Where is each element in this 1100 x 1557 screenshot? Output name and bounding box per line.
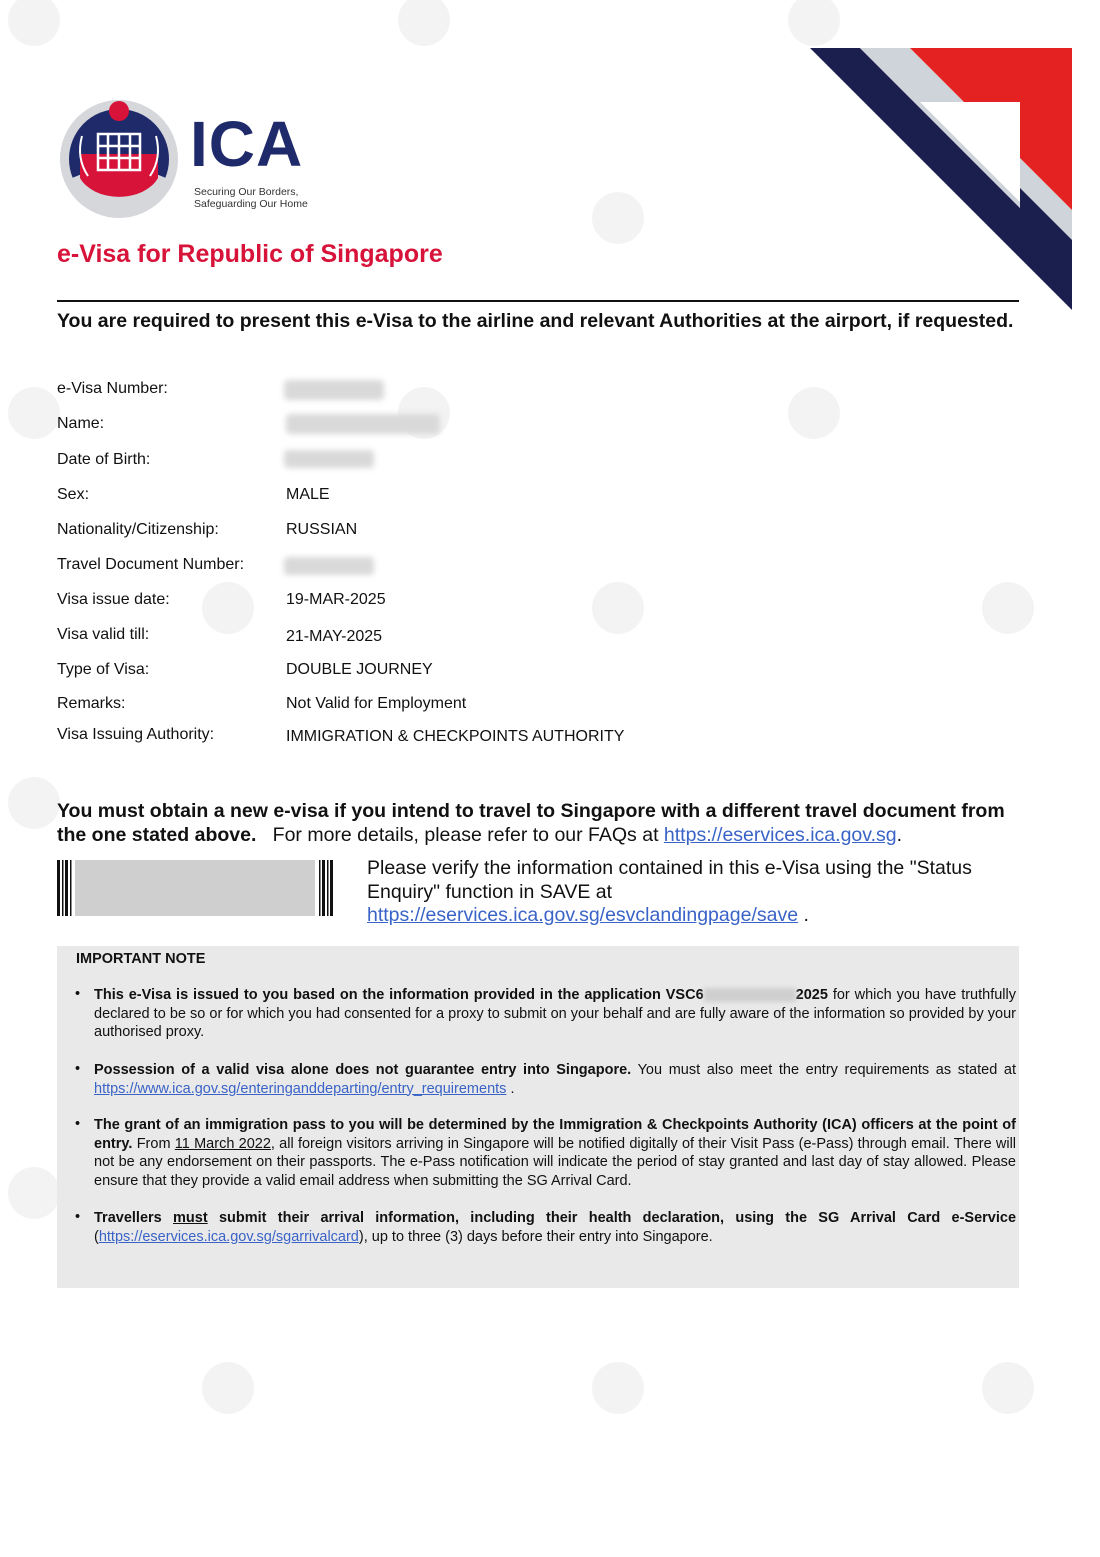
- note-item-2: [94, 1061, 1016, 1098]
- faq-text: For more details, please refer to our FAQs at: [272, 824, 659, 846]
- watermark-icon: [786, 385, 842, 441]
- issuing-authority-label: Visa Issuing Authority:: [57, 726, 215, 743]
- note-item-1-bold: This e-Visa is issued to you based on the information provided in the application VSC6: [94, 987, 704, 1003]
- faq-link[interactable]: https://eservices.ica.gov.sg: [663, 824, 897, 846]
- note-item-1-text: for which you have truthfully declared to be so or for which you had consented for a proxy to submit on your behalf and are fully aware of the information so provided by your authorised proxy.: [94, 987, 1016, 1040]
- visa-type-value: DOUBLE JOURNEY: [286, 661, 433, 678]
- new-evisa-notice: [57, 799, 1032, 847]
- important-note-heading: IMPORTANT NOTE: [76, 951, 206, 967]
- watermark-icon: [786, 0, 842, 48]
- entry-requirements-link[interactable]: https://www.ica.gov.sg/enteringanddeparting/entry_requirements: [94, 1080, 507, 1097]
- bullet-4: •: [75, 1209, 81, 1225]
- name-label: Name:: [57, 415, 105, 432]
- nationality-value: RUSSIAN: [286, 521, 358, 538]
- note-item-2-text: You must also meet the entry requirements as stated at: [637, 1062, 1016, 1078]
- present-notice: You are required to present this e-Visa to the airline and relevant Authorities at the airport, if requested.: [57, 310, 1014, 332]
- watermark-icon: [6, 775, 62, 831]
- watermark-icon: [6, 0, 62, 48]
- dob-label: Date of Birth:: [57, 451, 151, 468]
- logo-tagline: [194, 186, 308, 210]
- note-item-2-end: .: [510, 1080, 515, 1097]
- note-item-4: [94, 1209, 1016, 1246]
- watermark-icon: [980, 580, 1036, 636]
- title-divider: [57, 300, 1019, 302]
- note-item-2-bold: Possession of a valid visa alone does not guarantee entry into Singapore.: [94, 1062, 632, 1078]
- sg-arrival-card-link[interactable]: https://eservices.ica.gov.sg/sgarrivalcard: [98, 1228, 359, 1245]
- remarks-value: Not Valid for Employment: [286, 695, 467, 712]
- note-item-3-date: 11 March 2022: [174, 1135, 271, 1152]
- note-item-3-text: , all foreign visitors arriving in Singapore will be notified digitally of their Visit Pass (e-Pass) through email. There will not be any endorsement on their passports. The e-Pass notification will indicate the period of stay granted and last day of stay allowed. Please ensure that they provide a valid email address when submitting the SG Arrival Card.: [94, 1135, 1017, 1189]
- issuing-authority-value: IMMIGRATION & CHECKPOINTS AUTHORITY: [286, 728, 625, 745]
- valid-till-label: Visa valid till:: [57, 626, 150, 643]
- bullet-2: •: [75, 1061, 81, 1077]
- watermark-icon: [6, 385, 62, 441]
- watermark-icon: [200, 1360, 256, 1416]
- save-link[interactable]: https://eservices.ica.gov.sg/esvclandingpage/save: [367, 904, 799, 926]
- document-title: e-Visa for Republic of Singapore: [57, 240, 443, 268]
- watermark-icon: [6, 1165, 62, 1221]
- verify-text: Please verify the information contained in this e-Visa using the "Status Enquiry" function in SAVE at: [367, 857, 972, 903]
- nationality-label: Nationality/Citizenship:: [57, 521, 219, 538]
- dob-redacted: [284, 450, 374, 468]
- verify-end: .: [803, 904, 809, 926]
- logo-tagline-line-1: Securing Our Borders,: [194, 186, 299, 198]
- valid-till-value: 21-MAY-2025: [286, 628, 383, 645]
- note-item-3-bold: The grant of an immigration pass to you will be determined by the Immigration & Checkpoints Authority (ICA) officers at the point of entry.: [94, 1117, 1016, 1152]
- ica-seal-logo: [58, 96, 180, 222]
- watermark-icon: [590, 580, 646, 636]
- note-item-3: [94, 1116, 1016, 1190]
- watermark-icon: [200, 580, 256, 636]
- corner-ribbon-decoration: [810, 48, 1072, 310]
- evisa-number-redacted: [284, 380, 384, 400]
- faq-end: .: [896, 824, 903, 846]
- application-number-redacted: [704, 988, 796, 1002]
- watermark-icon: [396, 0, 452, 48]
- verify-instructions: [367, 857, 1027, 928]
- watermark-icon: [590, 190, 646, 246]
- note-item-3-from: From: [136, 1135, 171, 1152]
- note-item-1: [94, 986, 1016, 1042]
- travel-document-redacted: [284, 557, 374, 575]
- issue-date-value: 19-MAR-2025: [286, 591, 386, 608]
- logo-tagline-line-2: Safeguarding Our Home: [194, 198, 308, 210]
- bullet-3: •: [75, 1116, 81, 1132]
- name-redacted: [286, 414, 440, 434]
- note-item-4-bold-a: Travellers: [94, 1210, 162, 1226]
- barcode-redacted: [57, 860, 335, 916]
- note-item-1-bold-end: 2025: [795, 987, 828, 1003]
- sex-label: Sex:: [57, 486, 90, 503]
- note-item-4-bold-b: submit their arrival information, including their health declaration, using the SG Arrival Card e-Service: [218, 1210, 1017, 1226]
- issue-date-label: Visa issue date:: [57, 591, 170, 608]
- evisa-number-label: e-Visa Number:: [57, 380, 168, 397]
- note-item-4-must: must: [173, 1210, 208, 1226]
- ica-wordmark: ICA: [190, 108, 304, 180]
- sex-value: MALE: [286, 486, 330, 503]
- watermark-icon: [980, 1360, 1036, 1416]
- visa-type-label: Type of Visa:: [57, 661, 150, 678]
- note-item-4-text: ), up to three (3) days before their entry into Singapore.: [358, 1228, 713, 1245]
- note-item-4-open: (: [94, 1228, 99, 1245]
- watermark-icon: [590, 1360, 646, 1416]
- new-evisa-notice-bold: You must obtain a new e-visa if you intend to travel to Singapore with a different travel document from the one stated above.: [57, 800, 1005, 846]
- remarks-label: Remarks:: [57, 695, 126, 712]
- bullet-1: •: [75, 986, 81, 1002]
- travel-document-label: Travel Document Number:: [57, 556, 245, 573]
